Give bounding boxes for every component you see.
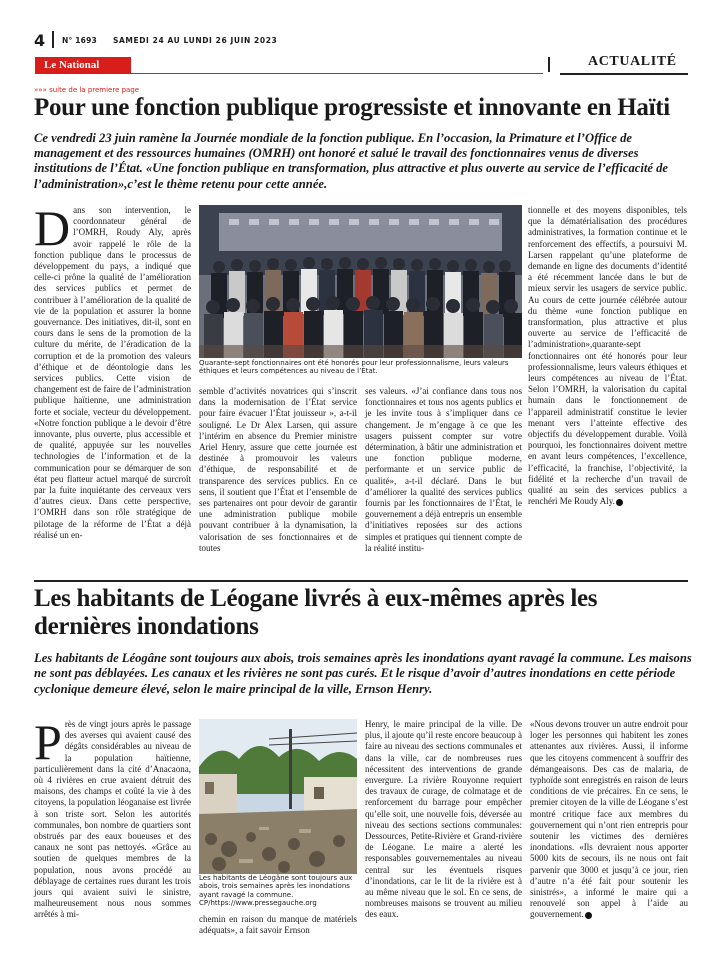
article2-lead: Les habitants de Léogâne sont toujours aux abois, trois semaines après les inondations ayant ravagé la commune. Les maisons ne sont pas déblayées. Les canaux et les rivières ne sont pas curés. Et le risque d’avoir d’autres inondations en cette période cyclonique demeure élevé, selon le maire principal de la ville, Ernson Henry. [34,651,692,696]
article2-col4-text: «Nous devons trouver un autre endroit pour loger les personnes qui habitent les zones attenantes aux rivières. Aussi, il informe que les citoyens commencent à souffrir des démangeaisons. Des cas de malaria, de typhoïde sont enregistrés en raison de leurs conditions de vie précaires. En ce sens, le premier citoyen de la ville de Léogane s’est montré critique face aux membres du gouvernement qui n’ont rien entrepris pour soutenir les victimes des dernières inondations. «Ils devraient nous apporter 5000 kits de secours, ils ne nous ont fait parvenir que 3000 et jusqu’à ce jour, rien d’autre n’a été fait pour soutenir les sinistrés», a informé le maire qui a renouvelé son appel à l’aide au gouvernement. [530,719,688,920]
article2-photo [199,719,357,874]
article2-drop-cap: P [34,714,62,770]
article2-column-2: chemin en raison du manque de matériels adéquats», a fait savoir Ernson [199,914,357,936]
brand-banner: Le National [35,57,131,74]
article1-headline: Pour une fonction publique progressiste et innovante en Haïti [34,94,670,121]
end-mark-icon [616,499,623,506]
article2-photo-caption: Les habitants de Léogâne sont toujours aux abois, trois semaines après les inondations ayant ravagé la commune. CP/https://www.pressegauche.org [199,874,353,908]
article1-column-3: ses valeurs. «J’ai confiance dans tous nos fonctionnaires et tous nos agents publics et je les invite tous à s’impliquer dans ce changement. Je m’engage à ce que les usagers puissent compter sur votre détermination, à bâtir une administration et une fonction publique moderne, performante et un service public de qualité», a-t-il déclaré. Dans le but d’améliorer la qualité des services publics fournis par les fonctionnaires de l’État, le gouvernement a déjà entrepris un ensemble d’initiatives reposées sur des actions simples et pratiques qui tiennent compte de la réalité institu- [365,386,522,553]
section-separator [548,57,550,72]
section-label: ACTUALITÉ [588,54,677,69]
article1-drop-cap: D [34,200,71,256]
group-photo-illustration [199,205,522,358]
article1-column-1 [34,200,191,541]
article1-col1-text: ans son intervention, le coordonnateur général de l’OMRH, Roudy Aly, après avoir rappelé le rôle de la fonction publique dans le processus de développement du pays, a indiqué que celle-ci prône la qualité de l’amélioration des services publics et permet de contribuer à l’amélioration de la qualité de vie de la population et assurer la bonne gouvernance. Des initiatives, dit-il, sont en cours dans le sens de la promotion de la culture du mérite, de l’éradication de la corruption et de la promotion des valeurs d’éthique et de déontologie dans les services publics. Cette vision de changement est de faire de l’administration publique haïtienne, une administration forte et sociale, vecteur du développement. «Notre fonction publique a le devoir d’être innovante, plus ouverte, plus accessible et de qualité, appuyée sur les nouvelles technologies de l’information et de la communication pour se démarquer de son état peu flatteur actuel marqué de surcroît par la fuite inquiétante des cerveaux vers d’autres cieux. Dans cette perspective, l’OMRH dans son rôle stratégique de pilotage de la réforme de l’État a déjà réalisé un en- [34,205,191,540]
header-separator [52,31,54,48]
page-number: 4 [34,31,46,50]
dateline: SAMEDI 24 AU LUNDI 26 JUIN 2023 [113,36,278,45]
article2-col1-text: rès de vingt jours après le passage des averses qui avaient causé des dégâts considérables au niveau de la population haïtienne, particulièrement dans la cité d’Anacaona, où 4 rivières en crue avaient détruit des maisons, des champs et coûté la vie à des citoyens, la population léoganaise est livrée à son triste sort. Selon les autorités communales, bon nombre de quartiers sont obstrués par des eaux boueuses et des canaux ne sont pas nettoyés. «Grâce au soutien de quelques membres de la population, nous avons procédé au déblayage de certaines rues durant les trois jours qui avaient suivi le sinistre, malheureusement nous nous sommes arrêtés à mi- [34,719,191,920]
article-divider [34,580,688,582]
article1-column-2: semble d’activités novatrices qui s’inscrit dans la modernisation de l’État service pour faire évacuer l’État jouisseur », a-t-il souligné. Le Dr Alex Larsen, qui assure l’intérim en absence du Premier ministre Ariel Henry, assure que cette journée est destinée à promouvoir les valeurs d’éthique, de responsabilité et de transparence des services publics. En ce sens, il soutient que l’État et l’ensemble de ses partenaires ont pour devoir de garantir une administration publique mobile pouvant contribuer à la dynamisation, la valorisation de ses fonctionnaires et de toutes [199,386,357,553]
article2-column-4 [530,719,688,921]
section-rule [560,73,688,75]
end-mark-icon [585,912,592,919]
article1-lead: Ce vendredi 23 juin ramène la Journée mondiale de la fonction publique. En l’occasion, la Primature et l’Office de management et des ressources humaines (OMRH) ont honoré et salué le travail des fonctionnaires venus de diverses institutions de l’État. «Une fonction publique en transformation, plus attractive et plus ouverte au service de l’efficacité de l’administration»,c’est le thème retenu pour cette année. [34,131,668,191]
article1-photo-caption: Quarante-sept fonctionnaires ont été honorés pour leur professionnalisme, leurs valeurs éthiques et leurs compétences au niveau de l’État. [199,359,509,375]
header-red-rule [131,73,543,74]
article1-col4-text: tionnelle et des moyens disponibles, tels que la dématérialisation des procédures administratives, la formation continue et le renforcement des effectifs, a poursuivi M. Larsen rappelant qu’une plateforme de demande en ligne des documents d’identité a été récemment lancée dans le but de mieux servir les usagers de service public. Au cours de cette journée célébrée autour du thème «une fonction publique en transformation, plus attractive et plus ouverte au service de l’efficacité de l’administration»,quarante-sept fonctionnaires ont été honorés pour leur professionnalisme, leurs valeurs éthiques et leurs compétences au niveau de l’État. Selon l’OMRH, la valorisation du capital humain dans le fonctionnement de l’appareil administratif constitue le levier menant vers l’atteinte effective des objectifs du développement durable. Voilà pourquoi, les fonctionnaires doivent mettre en avant leurs compétences, l’excellence, l’efficacité, la franchise, l’objectivité, la fidélité et la recherche d’un travail de qualité au sein des services publics a renchéri Me Roudy Aly. [528,205,687,507]
article2-column-1 [34,714,191,921]
article2-column-3: Henry, le maire principal de la ville. De plus, il ajoute qu’il reste encore beaucoup à faire au niveau des sections communales et dans la ville, car de nombreuses rues nécessitent des interventions de grande envergure. La rivière Rouyonne requiert des travaux de curage, de colmatage et de renforcement du barrage pour empêcher qu’elle soit, une nouvelle fois, déversée au niveau des sections sections communales: Dessources, Petite-Rivière et Grand-rivière de Léogane. Le maire a alerté les responsables gouvernementales au niveau central sur les éventuels risques d’inondations, car le lit de la rivière est à au même niveau que le sol. En ce sens, de nombreuses maisons se trouvent au milieu des eaux. [365,719,522,920]
article1-photo [199,205,522,358]
continued-kicker: »»» suite de la premiere page [34,86,140,94]
article1-column-4 [528,205,687,507]
article2-headline: Les habitants de Léogane livrés à eux-mêmes après les dernières inondations [34,585,598,640]
flooded-street-illustration [199,719,357,874]
issue-number: N° 1693 [62,36,97,45]
